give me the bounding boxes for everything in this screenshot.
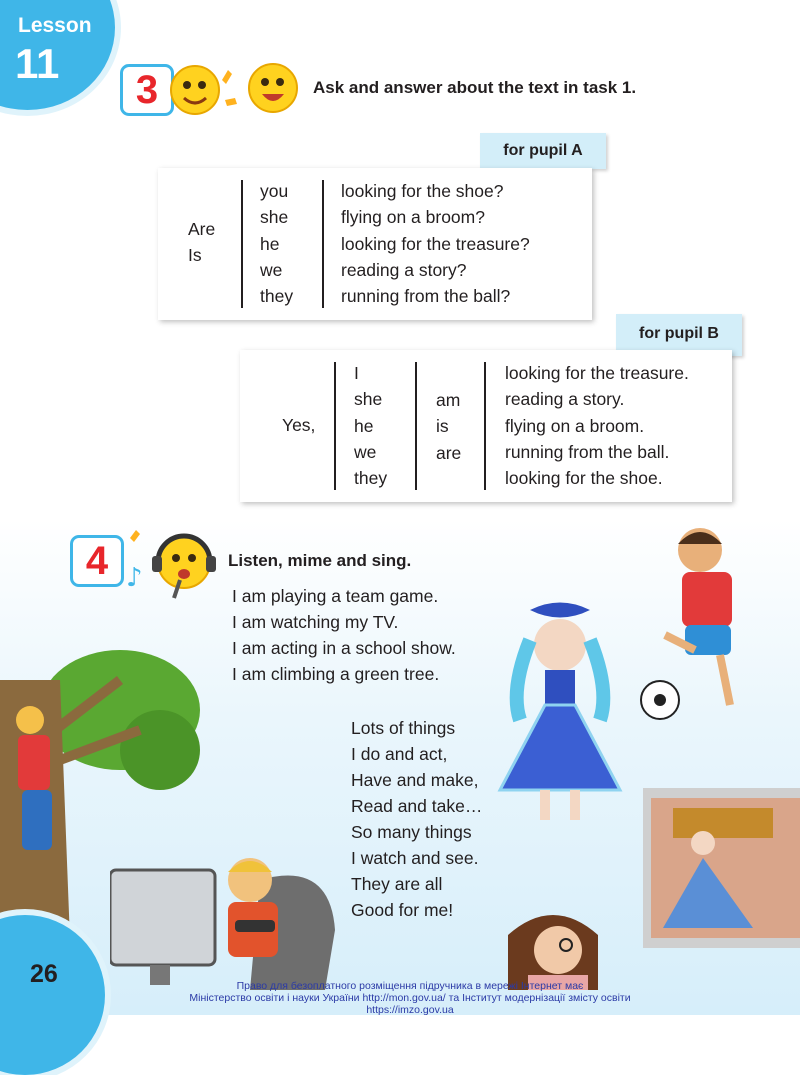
lesson-label: Lesson xyxy=(18,14,92,37)
pupil-a-subject: he xyxy=(260,233,280,254)
pupil-a-subject: we xyxy=(260,259,283,280)
pupil-b-phrase: looking for the treasure. xyxy=(505,363,689,383)
pupil-b-table xyxy=(240,350,732,502)
song-line: I am acting in a school show. xyxy=(232,638,456,658)
pupil-b-phrase: running from the ball. xyxy=(505,441,670,462)
pupil-b-subject: I xyxy=(354,363,359,383)
pupil-b-verb: am xyxy=(436,390,461,410)
svg-text:♪: ♪ xyxy=(126,563,143,593)
pupil-b-subject: she xyxy=(354,389,383,410)
pupil-a-phrase: reading a story? xyxy=(341,259,467,280)
song-line: Have and make, xyxy=(351,770,479,790)
pupil-a-subject: you xyxy=(260,181,289,201)
pupil-b-yes: Yes, xyxy=(282,415,316,435)
song-line: They are all xyxy=(351,874,443,894)
page-number: 26 xyxy=(30,960,58,988)
emoji-singing-icon xyxy=(118,524,222,604)
pupil-a-verb: Are xyxy=(188,219,216,239)
footer-line: Право для безоплатного розміщення підручника в мережі Інтернет має xyxy=(236,980,584,992)
song-line: Lots of things xyxy=(351,718,456,738)
girl-glasses-illustration xyxy=(498,905,608,990)
pupil-a-table xyxy=(158,168,592,320)
task-3-title: Ask and answer about the text in task 1. xyxy=(313,78,637,97)
task-4-title: Listen, mime and sing. xyxy=(228,551,412,570)
lesson-number: 11 xyxy=(15,40,60,87)
song-verse-2 xyxy=(351,715,482,923)
divider xyxy=(322,180,324,308)
task-3-number: 3 xyxy=(120,64,174,116)
tab-pupil-a: for pupil A xyxy=(480,133,606,169)
pupil-a-subject: they xyxy=(260,286,294,307)
footer-line: Міністерство освіти і науки України http://mon.gov.ua/ та Інститут модернізації змісту освіти https://imzo.gov.ua xyxy=(189,992,631,1016)
girl-blue-dress-illustration xyxy=(490,600,630,835)
divider xyxy=(415,362,417,490)
song-verse-1 xyxy=(232,583,456,687)
song-line: So many things xyxy=(351,822,472,842)
divider xyxy=(241,180,243,308)
pupil-a-phrase: running from the ball? xyxy=(341,286,511,307)
divider xyxy=(334,362,336,490)
song-line: I do and act, xyxy=(351,744,448,764)
song-line: Read and take… xyxy=(351,796,483,816)
song-line: I am playing a team game. xyxy=(232,586,439,606)
pupil-a-phrase: flying on a broom? xyxy=(341,207,485,228)
task-4-number: 4 xyxy=(70,535,124,587)
song-line: I am climbing a green tree. xyxy=(232,664,440,684)
divider xyxy=(484,362,486,490)
pupil-b-subject: we xyxy=(354,441,377,462)
song-line: I watch and see. xyxy=(351,848,479,868)
pupil-b-subject: they xyxy=(354,468,388,489)
song-line: Good for me! xyxy=(351,900,454,920)
pupil-a-phrase: looking for the shoe? xyxy=(341,181,504,201)
tv-princess-illustration xyxy=(643,788,800,948)
pupil-b-verb: are xyxy=(436,442,462,463)
pupil-b-verb: is xyxy=(436,416,449,437)
tab-pupil-b: for pupil B xyxy=(616,314,742,356)
boy-computer-illustration xyxy=(110,850,340,990)
song-line: I am watching my TV. xyxy=(232,612,399,632)
emoji-talking-icon xyxy=(170,58,305,120)
pupil-a-phrase: looking for the treasure? xyxy=(341,233,530,254)
pupil-b-phrase: looking for the shoe. xyxy=(505,468,663,489)
pupil-b-subject: he xyxy=(354,415,374,436)
pupil-a-subject: she xyxy=(260,207,289,228)
pupil-a-verb: Is xyxy=(188,245,202,266)
pupil-b-phrase: flying on a broom. xyxy=(505,415,645,436)
copyright-footer xyxy=(150,980,670,1016)
boy-kicking-ball-illustration xyxy=(640,520,790,720)
pupil-b-phrase: reading a story. xyxy=(505,389,625,410)
